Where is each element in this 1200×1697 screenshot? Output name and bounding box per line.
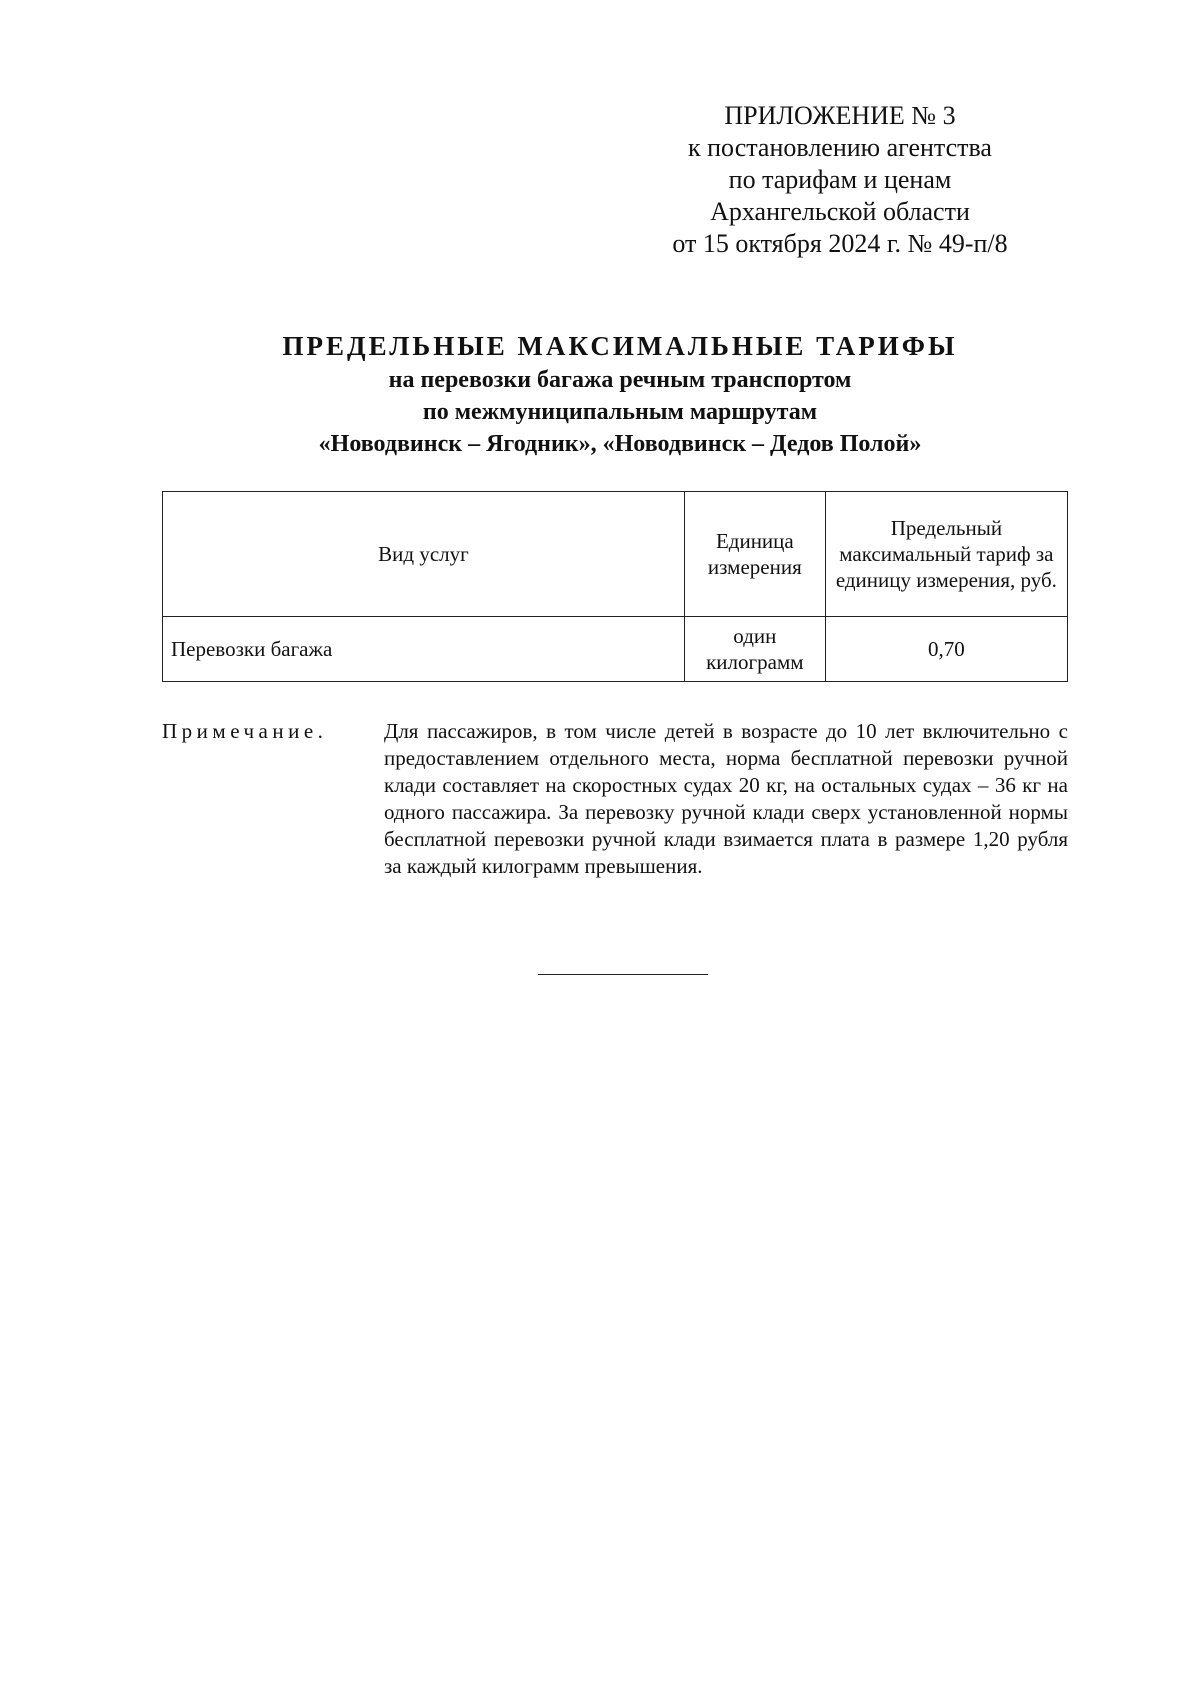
end-separator-line	[538, 974, 708, 975]
appendix-number: ПРИЛОЖЕНИЕ № 3	[724, 101, 956, 130]
appendix-header	[640, 100, 1040, 260]
appendix-region: Архангельской области	[710, 197, 970, 226]
table-row	[163, 617, 1068, 682]
header-tariff: Предельный максимальный тариф за единицу измерения, руб.	[825, 492, 1067, 617]
appendix-date-number: от 15 октября 2024 г. № 49-п/8	[672, 229, 1008, 258]
cell-service: Перевозки багажа	[163, 617, 685, 682]
page-title: ПРЕДЕЛЬНЫЕ МАКСИМАЛЬНЫЕ ТАРИФЫ	[282, 331, 958, 361]
appendix-reference: к постановлению агентства	[688, 133, 992, 162]
header-unit: Единица измерения	[684, 492, 825, 617]
title-subtitle-2: по межмуниципальным маршрутам	[422, 399, 818, 425]
title-routes: «Новодвинск – Ягодник», «Новодвинск – Дедов Полой»	[318, 431, 922, 457]
appendix-agency: по тарифам и ценам	[728, 165, 952, 194]
tariff-table	[162, 491, 1068, 682]
note-label: Примечание.	[162, 719, 328, 743]
document-title	[160, 328, 1080, 460]
cell-unit: один килограмм	[684, 617, 825, 682]
table-header-row	[163, 492, 1068, 617]
title-subtitle-1: на перевозки багажа речным транспортом	[388, 367, 852, 393]
cell-tariff: 0,70	[825, 617, 1067, 682]
header-service-type: Вид услуг	[163, 492, 685, 617]
note-text: Для пассажиров, в том числе детей в возрасте до 10 лет включительно с предоставлением отдельного места, норма бесплатной перевозки ручной клади составляет на скоростных судах 20 кг, на остальных судах – 36 кг на одного пассажира. За перевозку ручной клади сверх установленной нормы бесплатной перевозки ручной клади взимается плата в размере 1,20 рубля за каждый килограмм превышения.	[384, 719, 1068, 878]
